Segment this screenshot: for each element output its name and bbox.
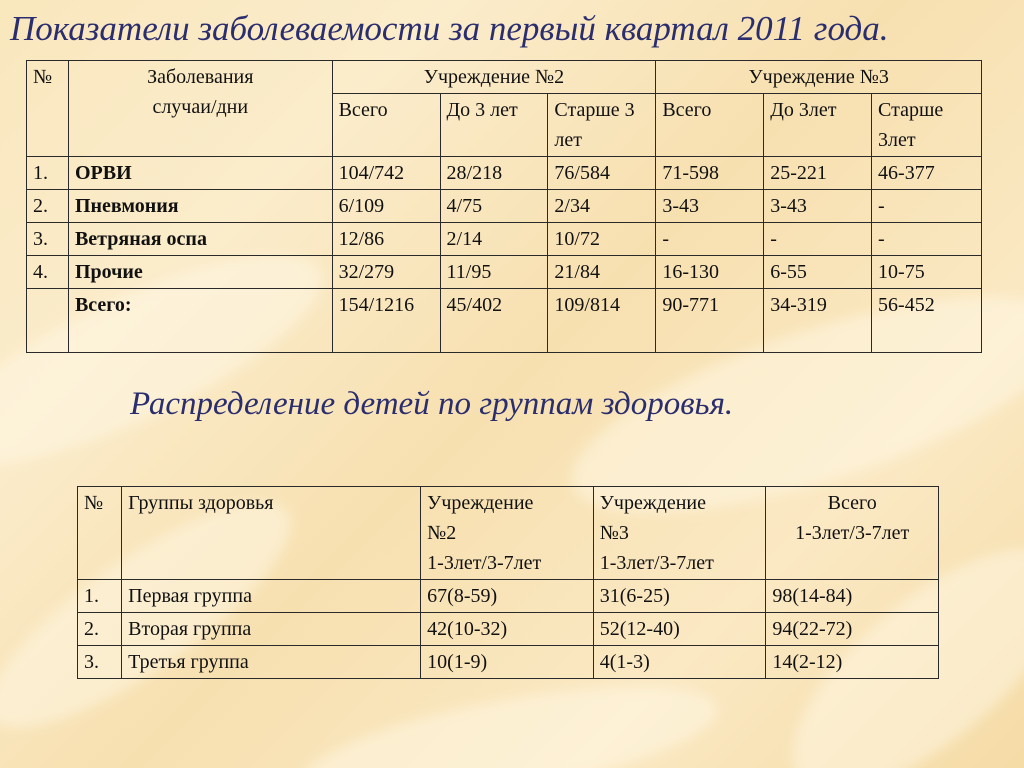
row-name: ОРВИ bbox=[68, 157, 332, 190]
header-total bbox=[766, 487, 939, 580]
row-value: 28/218 bbox=[440, 157, 548, 190]
morbidity-table bbox=[26, 60, 982, 353]
row-value: 6/109 bbox=[332, 190, 440, 223]
row-value: 98(14-84) bbox=[766, 580, 939, 613]
row-value: 12/86 bbox=[332, 223, 440, 256]
row-value: 76/584 bbox=[548, 157, 656, 190]
row-value: 46-377 bbox=[872, 157, 982, 190]
header-total-line2: 1-3лет/3-7лет bbox=[795, 522, 910, 544]
header-inst3-line2: №3 bbox=[599, 522, 629, 544]
row-value: 90-771 bbox=[656, 289, 764, 353]
row-value: 3-43 bbox=[656, 190, 764, 223]
row-value: - bbox=[656, 223, 764, 256]
table-row bbox=[27, 157, 982, 190]
page-title: Показатели заболеваемости за первый квартал 2011 года. bbox=[10, 9, 889, 48]
row-num: 1. bbox=[78, 580, 122, 613]
row-name: Прочие bbox=[68, 256, 332, 289]
table-row bbox=[78, 580, 939, 613]
row-value: 21/84 bbox=[548, 256, 656, 289]
row-value: 14(2-12) bbox=[766, 646, 939, 679]
subheader-cell: Всего bbox=[332, 94, 440, 157]
row-name: Всего: bbox=[68, 289, 332, 353]
table-header-row bbox=[78, 487, 939, 580]
header-inst2-line1: Учреждение bbox=[427, 492, 534, 514]
table-row bbox=[78, 613, 939, 646]
row-value: 4(1-3) bbox=[593, 646, 766, 679]
row-value: 32/279 bbox=[332, 256, 440, 289]
row-num: 4. bbox=[27, 256, 69, 289]
header-disease-line1: Заболевания bbox=[147, 66, 254, 88]
subheader-cell: Всего bbox=[656, 94, 764, 157]
header-num: № bbox=[78, 487, 122, 580]
row-value: 109/814 bbox=[548, 289, 656, 353]
row-value: 3-43 bbox=[764, 190, 872, 223]
header-institution-3 bbox=[593, 487, 766, 580]
subheader-cell: Старше 3лет bbox=[872, 94, 982, 157]
row-value: 94(22-72) bbox=[766, 613, 939, 646]
table-row bbox=[27, 256, 982, 289]
row-name: Ветряная оспа bbox=[68, 223, 332, 256]
header-group: Группы здоровья bbox=[122, 487, 421, 580]
row-name: Третья группа bbox=[122, 646, 421, 679]
row-num: 1. bbox=[27, 157, 69, 190]
subheader-cell: Старше 3 лет bbox=[548, 94, 656, 157]
row-value: 45/402 bbox=[440, 289, 548, 353]
section-title: Распределение детей по группам здоровья. bbox=[130, 386, 734, 422]
row-value: 11/95 bbox=[440, 256, 548, 289]
row-value: 34-319 bbox=[764, 289, 872, 353]
health-groups-table bbox=[77, 486, 939, 679]
subheader-cell: До 3 лет bbox=[440, 94, 548, 157]
header-inst2-line3: 1-3лет/3-7лет bbox=[427, 552, 542, 574]
header-institution-2 bbox=[421, 487, 594, 580]
row-name: Первая группа bbox=[122, 580, 421, 613]
row-value: 10(1-9) bbox=[421, 646, 594, 679]
row-value: 42(10-32) bbox=[421, 613, 594, 646]
row-num: 3. bbox=[78, 646, 122, 679]
table-total-row bbox=[27, 289, 982, 353]
header-institution-3: Учреждение №3 bbox=[656, 61, 982, 94]
header-inst3-line3: 1-3лет/3-7лет bbox=[599, 552, 714, 574]
row-value: 56-452 bbox=[872, 289, 982, 353]
row-value: 6-55 bbox=[764, 256, 872, 289]
table-row bbox=[27, 223, 982, 256]
header-total-line1: Всего bbox=[827, 492, 877, 514]
row-value: 104/742 bbox=[332, 157, 440, 190]
row-value: 10/72 bbox=[548, 223, 656, 256]
row-value: 31(6-25) bbox=[593, 580, 766, 613]
row-value: 67(8-59) bbox=[421, 580, 594, 613]
header-inst2-line2: №2 bbox=[427, 522, 457, 544]
header-num: № bbox=[27, 61, 69, 157]
table-header-row bbox=[27, 61, 982, 94]
row-value: 2/14 bbox=[440, 223, 548, 256]
row-value: 16-130 bbox=[656, 256, 764, 289]
table-row bbox=[78, 646, 939, 679]
row-num: 3. bbox=[27, 223, 69, 256]
row-value: 2/34 bbox=[548, 190, 656, 223]
row-value: 52(12-40) bbox=[593, 613, 766, 646]
row-num: 2. bbox=[27, 190, 69, 223]
header-inst3-line1: Учреждение bbox=[599, 492, 707, 514]
row-value: - bbox=[872, 190, 982, 223]
row-value: 25-221 bbox=[764, 157, 872, 190]
row-value: - bbox=[872, 223, 982, 256]
row-value: - bbox=[764, 223, 872, 256]
row-value: 71-598 bbox=[656, 157, 764, 190]
subheader-cell: До 3лет bbox=[764, 94, 872, 157]
row-num bbox=[27, 289, 69, 353]
header-disease bbox=[68, 61, 332, 157]
header-institution-2: Учреждение №2 bbox=[332, 61, 656, 94]
table-row bbox=[27, 190, 982, 223]
row-name: Пневмония bbox=[68, 190, 332, 223]
row-name: Вторая группа bbox=[122, 613, 421, 646]
row-value: 4/75 bbox=[440, 190, 548, 223]
row-value: 10-75 bbox=[872, 256, 982, 289]
row-num: 2. bbox=[78, 613, 122, 646]
header-disease-line2: случаи/дни bbox=[152, 96, 249, 118]
row-value: 154/1216 bbox=[332, 289, 440, 353]
